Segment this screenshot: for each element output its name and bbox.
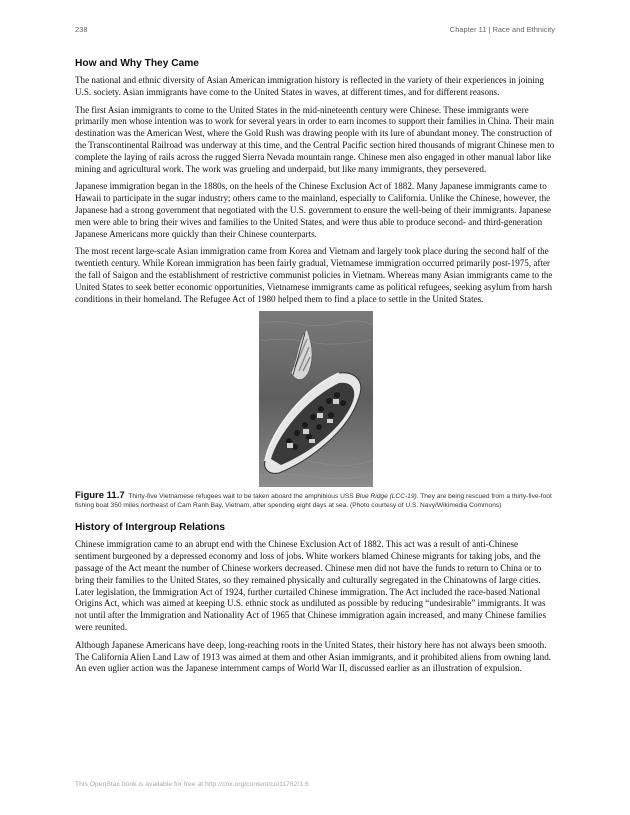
- caption-ship-name: Blue Ridge (LCC-19): [355, 493, 417, 501]
- section-heading-intergroup-relations: History of Intergroup Relations: [75, 522, 225, 534]
- paragraph: The first Asian immigrants to come to the United States in the mid-nineteenth century were Chinese. These immigrants were primarily men whose intention was to work for several years in order to earn incomes to support their families in China. Their main destination was the American West, where the Gold Rush was drawing people with its lure of abundant money. The construction of the Transcontinental Railroad was underway at this time, and the Central Pacific section hired thousands of migrant Chinese men to complete the laying of rails across the rugged Sierra Nevada mountain range. Chinese men also engaged in other manual labor like mining and agricultural work. The work was grueling and underpaid, but like many immigrants, they persevered.: [75, 104, 555, 174]
- paragraph: The most recent large-scale Asian immigration came from Korea and Vietnam and largely took place during the second half of the twentieth century. While Korean immigration has been fairly gradual, Vietnamese immigration occurred primarily post-1975, after the fall of Saigon and the establishment of restrictive communist policies in Vietnam. Whereas many Asian immigrants came to the United States to seek better economic opportunities, Vietnamese immigrants came as political refugees, seeking asylum from harsh conditions in their homeland. The Refugee Act of 1980 helped them to find a place to settle in the United States.: [75, 246, 553, 304]
- section-heading-how-and-why: How and Why They Came: [75, 58, 199, 69]
- page-content: [75, 58, 555, 681]
- paragraph: The national and ethnic diversity of Asian American immigration history is reflected in the variety of their experiences in joining U.S. society. Asian immigrants have come to the United States in waves, at different times, and for different reasons.: [75, 75, 544, 97]
- page-number: 238: [75, 25, 88, 34]
- figure-number: Figure 11.7: [75, 490, 125, 502]
- paragraph: Japanese immigration began in the 1880s, on the heels of the Chinese Exclusion Act of 1882. Many Japanese immigrants came to Hawaii to participate in the sugar industry; others came to the mainland, especially to California. Unlike the Chinese, however, the Japanese had a strong government that negotiated with the U.S. government to ensure the well-being of their immigrants. Japanese men were able to bring their wives and families to the United States, and were thus able to produce second- and third-generation Japanese Americans more quickly than their Chinese counterparts.: [75, 181, 552, 239]
- paragraph: Chinese immigration came to an abrupt end with the Chinese Exclusion Act of 1882. This act was a result of anti-Chinese sentiment burgeoned by a depressed economy and loss of jobs. White workers blamed Chinese migrants for taking jobs, and the passage of the Act meant the number of Chinese workers decreased. Chinese men did not have the funds to return to China or to bring their families to the United States, so they remained physically and culturally segregated in the Chinatowns of large cities. Later legislation, the Immigration Act of 1924, further curtailed Chinese immigration. The Act included the race-based National Origins Act, which was aimed at keeping U.S. ethnic stock as undiluted as possible by reducing “undesirable” immigrants. It was not until after the Immigration and Nationality Act of 1965 that Chinese immigration again increased, and many Chinese families were reunited.: [75, 539, 546, 632]
- paragraph: Although Japanese Americans have deep, long-reaching roots in the United States, their history here has not always been smooth. The California Alien Land Law of 1913 was aimed at them and other Asian immigrants, and it prohibited aliens from owning land. An even uglier action was the Japanese internment camps of World War II, discussed earlier as an illustration of expulsion.: [75, 639, 552, 674]
- caption-text: Thirty-five Vietnamese refugees wait to be taken aboard the amphibious USS: [128, 493, 356, 501]
- refugee-boat-photo: [259, 311, 373, 487]
- footer-note: This OpenStax book is available for free at http://cnx.org/content/col11762/1.6: [75, 781, 309, 788]
- figure-11-7: [75, 311, 555, 510]
- caption-text-continued: . They are being rescued from a thirty-five-foot fishing boat 350 miles northeast of Cam Ranh Bay, Vietnam, after spending eight days at sea. (Photo courtesy of U.S. Navy/Wikimedia Commons): [75, 493, 552, 510]
- figure-caption: [75, 491, 555, 510]
- chapter-title: Chapter 11 | Race and Ethnicity: [449, 25, 555, 34]
